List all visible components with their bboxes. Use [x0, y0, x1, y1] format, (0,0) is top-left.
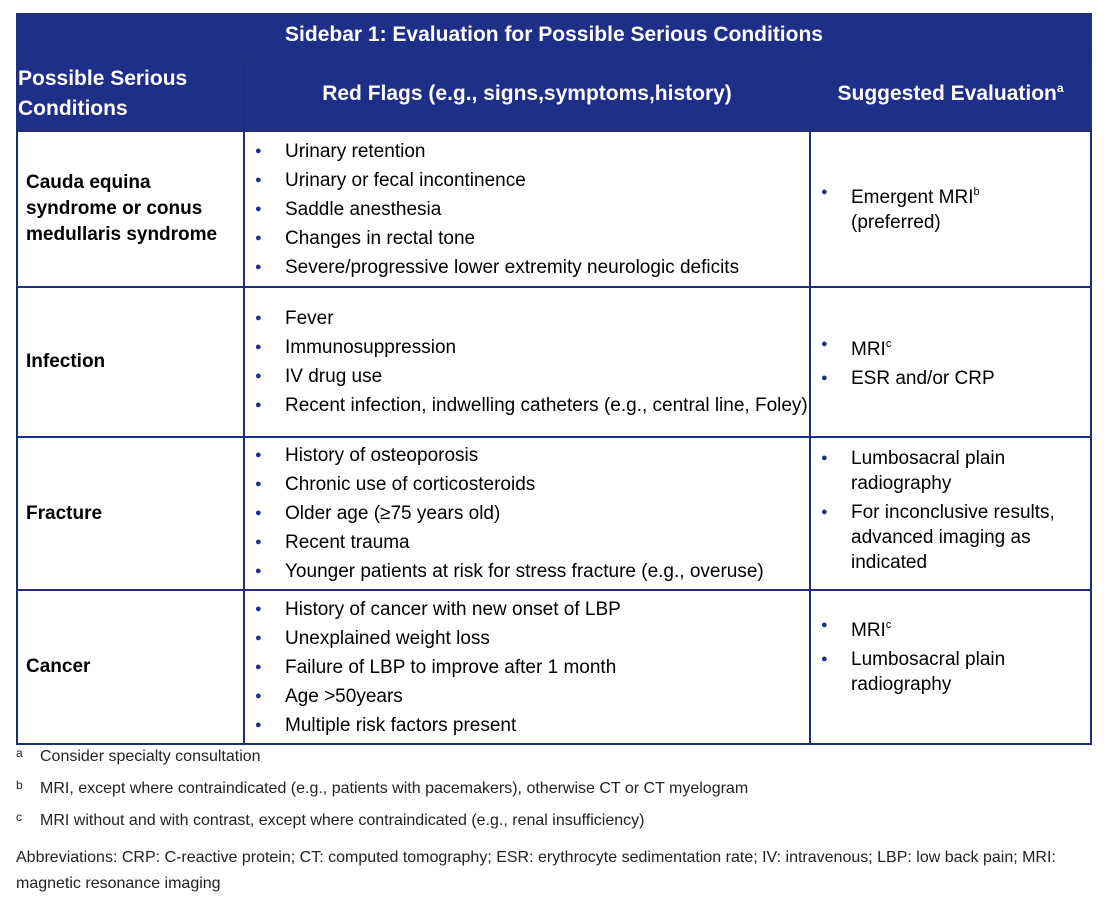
red-flags-cell	[244, 437, 810, 590]
red-flag-item: ● Urinary retention	[255, 139, 809, 164]
red-flag-item: ● IV drug use	[255, 364, 809, 389]
header-evaluation-label: Suggested Evaluation	[837, 82, 1057, 105]
red-flag-item: ● Immunosuppression	[255, 335, 809, 360]
header-evaluation-footnote-mark: a	[1056, 81, 1064, 95]
footnote-a	[16, 747, 1096, 767]
evaluation-item: ● Lumbosacral plain radiography	[821, 446, 1090, 496]
evaluation-text: MRI	[851, 339, 886, 360]
condition-cell: Cancer	[17, 590, 244, 744]
table-row	[17, 131, 1091, 287]
red-flag-item: ● Urinary or fecal incontinence	[255, 168, 809, 193]
evaluation-text-cont: (preferred)	[851, 212, 941, 233]
evaluation-item	[821, 180, 1090, 235]
footnote-b	[16, 779, 1096, 799]
red-flag-item: ● Saddle anesthesia	[255, 197, 809, 222]
footnote-mark: c	[16, 810, 22, 824]
red-flag-item: ● Recent trauma	[255, 530, 809, 555]
condition-cell: Fracture	[17, 437, 244, 590]
table-title: Sidebar 1: Evaluation for Possible Serious Conditions	[17, 14, 1091, 56]
red-flags-cell	[244, 287, 810, 437]
red-flag-item: ● Older age (≥75 years old)	[255, 501, 809, 526]
red-flag-item: ● Multiple risk factors present	[255, 713, 809, 738]
red-flag-item: ● Chronic use of corticosteroids	[255, 472, 809, 497]
header-conditions: Possible Serious Conditions	[17, 56, 244, 131]
red-flag-item: ● Changes in rectal tone	[255, 226, 809, 251]
evaluation-item: ● Lumbosacral plain radiography	[821, 647, 1090, 697]
footnote-text: MRI, except where contraindicated (e.g., patients with pacemakers), otherwise CT or CT myelogram	[40, 780, 749, 797]
condition-cell: Infection	[17, 287, 244, 437]
evaluation-text: Emergent MRI	[851, 187, 974, 208]
red-flag-item: ● Unexplained weight loss	[255, 626, 809, 651]
header-evaluation	[810, 56, 1091, 131]
footnote-c	[16, 811, 1096, 831]
evaluation-cell	[810, 131, 1091, 287]
evaluation-cell	[810, 437, 1091, 590]
footnote-mark: b	[973, 186, 980, 198]
red-flag-item: ● History of osteoporosis	[255, 443, 809, 468]
red-flags-cell	[244, 131, 810, 287]
table-row	[17, 287, 1091, 437]
red-flag-item: ● History of cancer with new onset of LBP	[255, 597, 809, 622]
header-red-flags: Red Flags (e.g., signs,symptoms,history)	[244, 56, 810, 131]
evaluation-cell	[810, 287, 1091, 437]
condition-cell: Cauda equina syndrome or conus medullaris syndrome	[17, 131, 244, 287]
footnote-mark: a	[16, 746, 23, 760]
footnotes	[16, 747, 1096, 897]
footnote-text: MRI without and with contrast, except where contraindicated (e.g., renal insufficiency)	[40, 812, 645, 829]
red-flag-item: ● Fever	[255, 306, 809, 331]
red-flag-item: ● Failure of LBP to improve after 1 month	[255, 655, 809, 680]
red-flag-item: ● Younger patients at risk for stress fracture (e.g., overuse)	[255, 559, 809, 584]
footnote-mark: c	[885, 619, 892, 631]
red-flag-item: ● Severe/progressive lower extremity neurologic deficits	[255, 255, 809, 280]
evaluation-table	[16, 13, 1092, 745]
evaluation-text: MRI	[851, 620, 886, 641]
evaluation-item: ● ESR and/or CRP	[821, 366, 1090, 391]
footnote-mark: b	[16, 778, 23, 792]
table-row	[17, 590, 1091, 744]
red-flags-cell	[244, 590, 810, 744]
red-flag-item: ● Age >50years	[255, 684, 809, 709]
red-flag-item: ● Recent infection, indwelling catheters (e.g., central line, Foley)	[255, 393, 809, 418]
footnote-mark: c	[885, 338, 892, 350]
table-row	[17, 437, 1091, 590]
footnote-text: Consider specialty consultation	[40, 748, 261, 765]
evaluation-cell	[810, 590, 1091, 744]
evaluation-item: ● For inconclusive results, advanced imaging as indicated	[821, 500, 1090, 575]
evaluation-item	[821, 332, 1090, 362]
evaluation-item	[821, 613, 1090, 643]
abbreviations-note: Abbreviations: CRP: C-reactive protein; CT: computed tomography; ESR: erythrocyte sedimentation rate; IV: intravenous; LBP: low back pain; MRI: magnetic resonance imaging	[16, 849, 1056, 892]
